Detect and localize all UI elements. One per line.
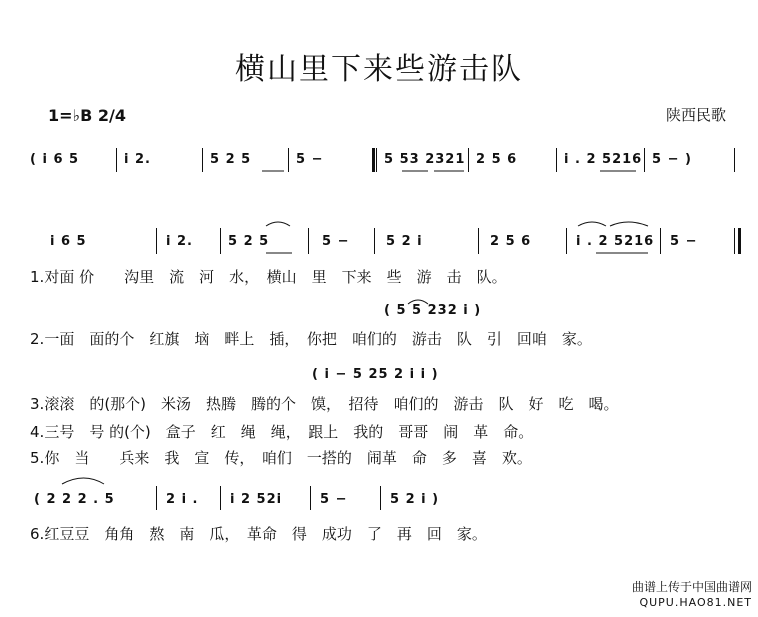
melody-measure: i 6 5 [50,234,87,249]
verse-number: 4. [30,423,45,441]
verse-text: 你 当 兵来 我 宣 传， 咱们 一搭的 闹革 命 多 喜 欢。 [44,449,532,467]
intro-measure: 5 − ) [652,152,692,167]
verse-number: 3. [30,395,45,413]
coda-measure: 5 − [320,492,348,507]
watermark: 曲谱上传于中国曲谱网 [631,580,752,594]
verse-text: 三号 号 的(个) 盒子 红 绳 绳， 跟上 我的 哥哥 闹 革 命。 [44,423,534,441]
intro-measure: 5 53 2321 [384,152,466,167]
intro-measure: 2 5 6 [476,152,518,167]
slur-mark [62,478,104,484]
interlude-notes: ( 5 5 232 i ) [384,303,482,318]
coda-measure: 2 i . [166,492,199,507]
coda-measure: ( 2 2 2 . 5 [34,492,115,507]
interlude-notes: ( i − 5 25 2 i i ) [312,367,439,382]
intro-measure: i 2. [124,152,151,167]
melody-measure: 5 2 5 [228,234,270,249]
melody-measure: 5 − [322,234,350,249]
watermark-url: QUPU.HAO81.NET [639,596,752,609]
verse-text: 对面 价 沟里 流 河 水， 横山 里 下来 些 游 击 队。 [44,268,507,286]
intro-measure: 5 2 5 [210,152,252,167]
verse-text: 滚滚 的(那个) 米汤 热腾 腾的个 馍， 招待 咱们的 游击 队 好 吃 喝。 [44,395,619,413]
verse-number: 2. [30,330,45,348]
verse-number: 5. [30,449,45,467]
intro-measure: i . 2 5216 [564,152,643,167]
intro-measure: ( i 6 5 [30,152,80,167]
melody-measure: 5 2 i [386,234,423,249]
song-origin: 陕西民歌 [666,106,727,124]
coda-measure: 5 2 i ) [390,492,440,507]
slur-mark [610,222,648,226]
key-signature: 1=♭B 2/4 [48,106,126,125]
slur-mark [578,222,606,226]
verse-number: 6. [30,525,45,543]
melody-measure: 2 5 6 [490,234,532,249]
slur-mark [266,222,290,226]
melody-measure: i . 2 5216 [576,234,655,249]
verse-text: 一面 面的个 红旗 垴 畔上 插， 你把 咱们的 游击 队 引 回咱 家。 [44,330,592,348]
melody-measure: i 2. [166,234,193,249]
melody-measure: 5 − [670,234,698,249]
verse-text: 红豆豆 角角 熬 南 瓜， 革命 得 成功 了 再 回 家。 [44,525,487,543]
coda-measure: i 2 52i [230,492,283,507]
intro-measure: 5 − [296,152,324,167]
verse-number: 1. [30,268,45,286]
slur-mark [408,300,428,304]
page-title: 横山里下来些游击队 [235,52,523,87]
